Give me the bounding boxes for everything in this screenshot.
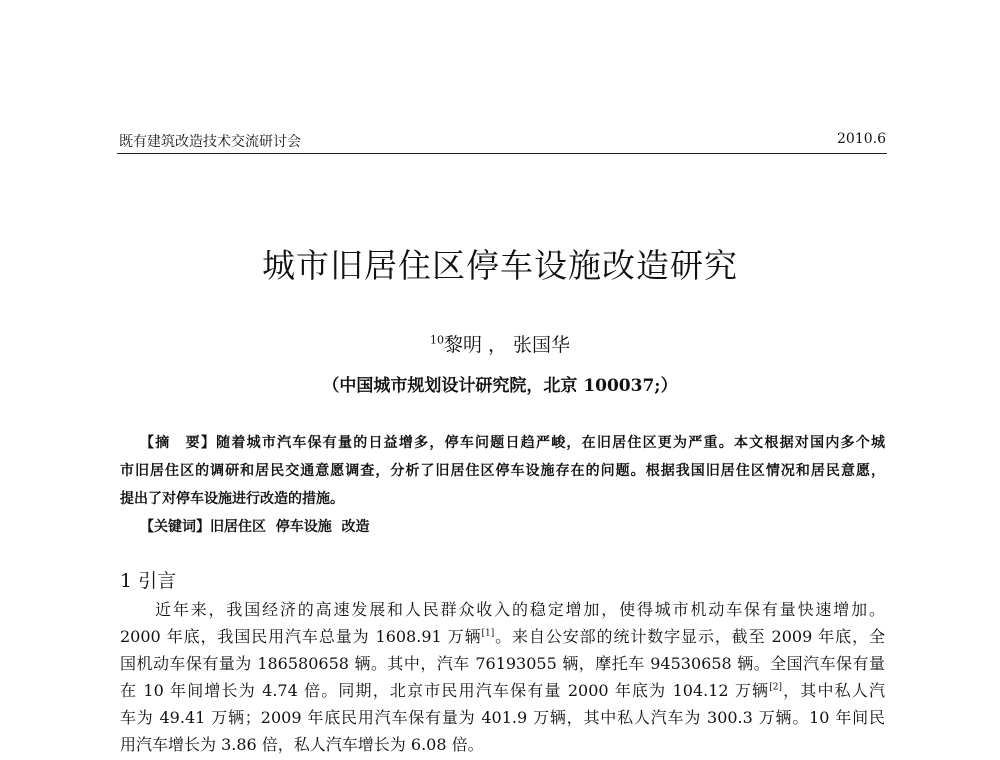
body-line-5: 车为 49.41 万辆；2009 年底民用汽车保有量为 401.9 万辆，其中私人汽车为 300.3 万辆。10 年间民 (120, 708, 885, 727)
running-header-journal: 既有建筑改造技术交流研讨会 (119, 134, 301, 150)
keywords-text: 旧居住区 停车设施 改造 (210, 519, 370, 535)
body-line-6: 用汽车增长为 3.86 倍，私人汽车增长为 6.08 倍。 (120, 735, 484, 754)
abstract-line-1 (140, 432, 885, 452)
abstract-text: 随着城市汽车保有量的日益增多，停车问题日趋严峻，在旧居住区更为严重。本文根据对国内多个城 (216, 435, 886, 451)
citation-ref: [2] (769, 682, 782, 693)
body-text: 。来自公安部的统计数字显示，截至 2009 年底，全 (494, 627, 885, 646)
affiliation: （中国城市规划设计研究院，北京 100037;） (322, 376, 678, 396)
keywords-label: 【关键词】 (140, 519, 210, 535)
body-text: 2000 年底，我国民用汽车总量为 1608.91 万辆 (120, 627, 482, 646)
body-text: ，其中私人汽 (781, 681, 885, 700)
author-names: 黎明 ， 张国华 (443, 334, 571, 356)
citation-ref: [1] (481, 628, 495, 639)
authors (0, 330, 1000, 357)
keywords (140, 516, 905, 536)
abstract-line-2: 市旧居住区的调研和居民交通意愿调查，分析了旧居住区停车设施存在的问题。根据我国旧居住区情况和居民意愿， (120, 463, 885, 479)
paper-title: 城市旧居住区停车设施改造研究 (262, 246, 738, 285)
running-header-date: 2010.6 (837, 131, 886, 147)
body-line-4 (120, 678, 885, 701)
body-text: 在 10 年间增长为 4.74 倍。同期，北京市民用汽车保有量 2000 年底为 104.12 万辆 (120, 681, 770, 700)
body-line-2 (120, 624, 885, 647)
abstract-line-3: 提出了对停车设施进行改造的措施。 (120, 491, 344, 507)
body-line-1: 近年来，我国经济的高速发展和人民群众收入的稳定增加，使得城市机动车保有量快速增加。 (155, 600, 885, 619)
section-heading: 1 引言 (120, 570, 177, 592)
abstract-label: 【摘 要】 (140, 435, 217, 451)
header-rule (117, 153, 887, 154)
author-superscript: 10 (429, 333, 444, 347)
body-line-3: 国机动车保有量为 186580658 辆。其中，汽车 76193055 辆，摩托车 94530658 辆。全国汽车保有量 (120, 654, 885, 673)
